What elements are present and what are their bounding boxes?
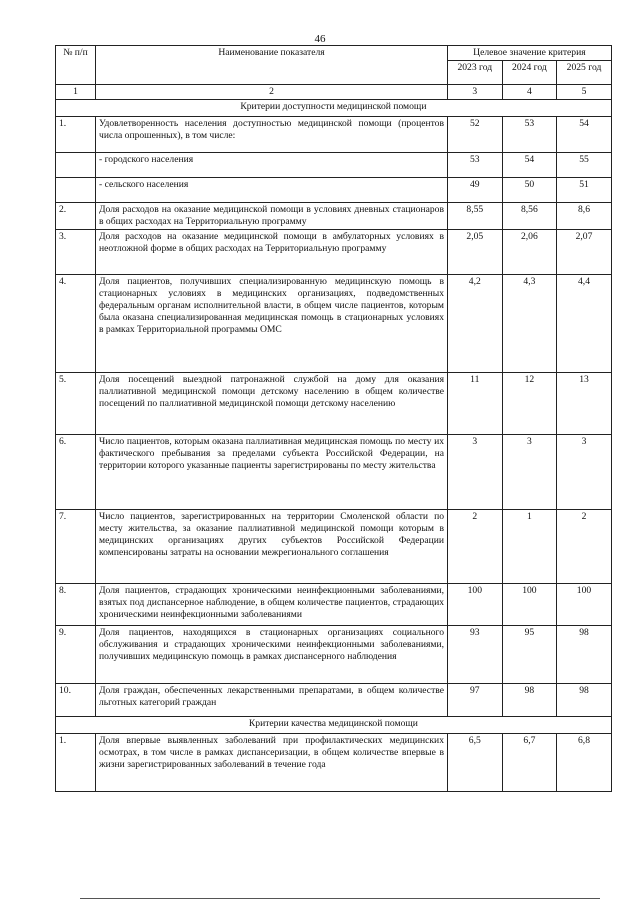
target-value: 2	[557, 509, 612, 583]
target-value: 54	[502, 152, 557, 177]
target-value: 4,3	[502, 274, 557, 372]
row-number: 4.	[56, 274, 96, 372]
indicator-name: Доля посещений выездной патронажной службой на дому для оказания паллиативной медицинской помощи детскому населению в общем количестве посещений по паллиативной медицинской помощи детскому населению	[96, 372, 448, 434]
table-row	[56, 372, 612, 434]
table-row	[56, 152, 612, 177]
section-title: Критерии доступности медицинской помощи	[56, 99, 612, 116]
target-value: 8,56	[502, 202, 557, 229]
indicator-name: Доля граждан, обеспеченных лекарственными препаратами, в общем количестве льготных категорий граждан	[96, 683, 448, 716]
row-number: 1.	[56, 116, 96, 152]
row-number: 10.	[56, 683, 96, 716]
indicator-name: Число пациентов, зарегистрированных на территории Смоленской области по месту жительства, за оказание паллиативной медицинской помощи которым в медицинских организациях других субъектов Российской Федерации компенсированы затраты на основании межрегионального соглашения	[96, 509, 448, 583]
indicator-name: - сельского населения	[96, 177, 448, 202]
target-value: 8,55	[448, 202, 503, 229]
target-value: 6,8	[557, 733, 612, 791]
target-value: 50	[502, 177, 557, 202]
header-target: Целевое значение критерия	[448, 46, 612, 61]
row-number: 9.	[56, 625, 96, 683]
table-row	[56, 683, 612, 716]
table-row	[56, 202, 612, 229]
section-row	[56, 716, 612, 733]
target-value: 95	[502, 625, 557, 683]
target-value: 6,5	[448, 733, 503, 791]
page-bottom-line	[80, 898, 600, 899]
header-name: Наименование показателя	[96, 46, 448, 85]
target-value: 53	[448, 152, 503, 177]
table-row	[56, 434, 612, 509]
criteria-table	[55, 45, 612, 792]
target-value: 2,06	[502, 229, 557, 274]
column-index: 3	[448, 84, 503, 99]
target-value: 54	[557, 116, 612, 152]
target-value: 100	[448, 583, 503, 625]
indicator-name: Доля впервые выявленных заболеваний при профилактических медицинских осмотрах, в том числе в рамках диспансеризации, в общем количестве впервые в жизни зарегистрированных заболеваний в течение года	[96, 733, 448, 791]
target-value: 98	[557, 683, 612, 716]
target-value: 51	[557, 177, 612, 202]
target-value: 98	[557, 625, 612, 683]
target-value: 3	[502, 434, 557, 509]
indicator-name: Удовлетворенность населения доступностью медицинской помощи (процентов числа опрошенных), в том числе:	[96, 116, 448, 152]
target-value: 53	[502, 116, 557, 152]
row-number: 6.	[56, 434, 96, 509]
target-value: 2,07	[557, 229, 612, 274]
target-value: 6,7	[502, 733, 557, 791]
table-row	[56, 509, 612, 583]
target-value: 1	[502, 509, 557, 583]
indicator-name: Доля пациентов, страдающих хроническими неинфекционными заболеваниями, взятых под диспансерное наблюдение, в общем количестве пациентов, страдающих хроническими неинфекционными заболеваниями	[96, 583, 448, 625]
section-row	[56, 99, 612, 116]
table-row	[56, 583, 612, 625]
indicator-name: Доля пациентов, получивших специализированную медицинскую помощь в стационарных условиях в медицинских организациях, подведомственных федеральным органам исполнительной власти, в общем числе пациентов, которым была оказана специализированная медицинская помощь в стационарных условиях в рамках Территориальной программы ОМС	[96, 274, 448, 372]
row-number	[56, 177, 96, 202]
page-number: 46	[314, 33, 326, 45]
target-value: 93	[448, 625, 503, 683]
section-title: Критерии качества медицинской помощи	[56, 716, 612, 733]
indicator-name: Число пациентов, которым оказана паллиативная медицинская помощь по месту их фактического пребывания за пределами субъекта Российской Федерации, на территории которого указанные пациенты зарегистрированы по месту жительства	[96, 434, 448, 509]
row-number: 1.	[56, 733, 96, 791]
table-row	[56, 274, 612, 372]
table-body	[56, 99, 612, 791]
target-value: 12	[502, 372, 557, 434]
indicator-name: - городского населения	[96, 152, 448, 177]
indicator-name: Доля расходов на оказание медицинской помощи в амбулаторных условиях в неотложной форме в общих расходах на Территориальную программу	[96, 229, 448, 274]
target-value: 2	[448, 509, 503, 583]
row-number: 7.	[56, 509, 96, 583]
row-number: 8.	[56, 583, 96, 625]
target-value: 11	[448, 372, 503, 434]
column-index: 4	[502, 84, 557, 99]
row-number: 2.	[56, 202, 96, 229]
indicator-name: Доля расходов на оказание медицинской помощи в условиях дневных стационаров в общих расходах на Территориальную программу	[96, 202, 448, 229]
target-value: 49	[448, 177, 503, 202]
row-number: 3.	[56, 229, 96, 274]
row-number: 5.	[56, 372, 96, 434]
target-value: 97	[448, 683, 503, 716]
table-row	[56, 116, 612, 152]
indicator-name: Доля пациентов, находящихся в стационарных организациях социального обслуживания и страдающих хроническими неинфекционными заболеваниями, получивших медицинскую помощь в рамках диспансерного наблюдения	[96, 625, 448, 683]
target-value: 52	[448, 116, 503, 152]
header-year: 2023 год	[448, 60, 503, 84]
column-index: 5	[557, 84, 612, 99]
target-value: 3	[448, 434, 503, 509]
target-value: 2,05	[448, 229, 503, 274]
header-year: 2025 год	[557, 60, 612, 84]
target-value: 3	[557, 434, 612, 509]
table-row	[56, 625, 612, 683]
target-value: 13	[557, 372, 612, 434]
target-value: 4,4	[557, 274, 612, 372]
table-row	[56, 733, 612, 791]
target-value: 100	[557, 583, 612, 625]
column-index: 2	[96, 84, 448, 99]
target-value: 55	[557, 152, 612, 177]
target-value: 98	[502, 683, 557, 716]
target-value: 100	[502, 583, 557, 625]
header-year: 2024 год	[502, 60, 557, 84]
header-num: № п/п	[56, 46, 96, 85]
table-row	[56, 229, 612, 274]
target-value: 4,2	[448, 274, 503, 372]
row-number	[56, 152, 96, 177]
table-row	[56, 177, 612, 202]
column-index: 1	[56, 84, 96, 99]
target-value: 8,6	[557, 202, 612, 229]
